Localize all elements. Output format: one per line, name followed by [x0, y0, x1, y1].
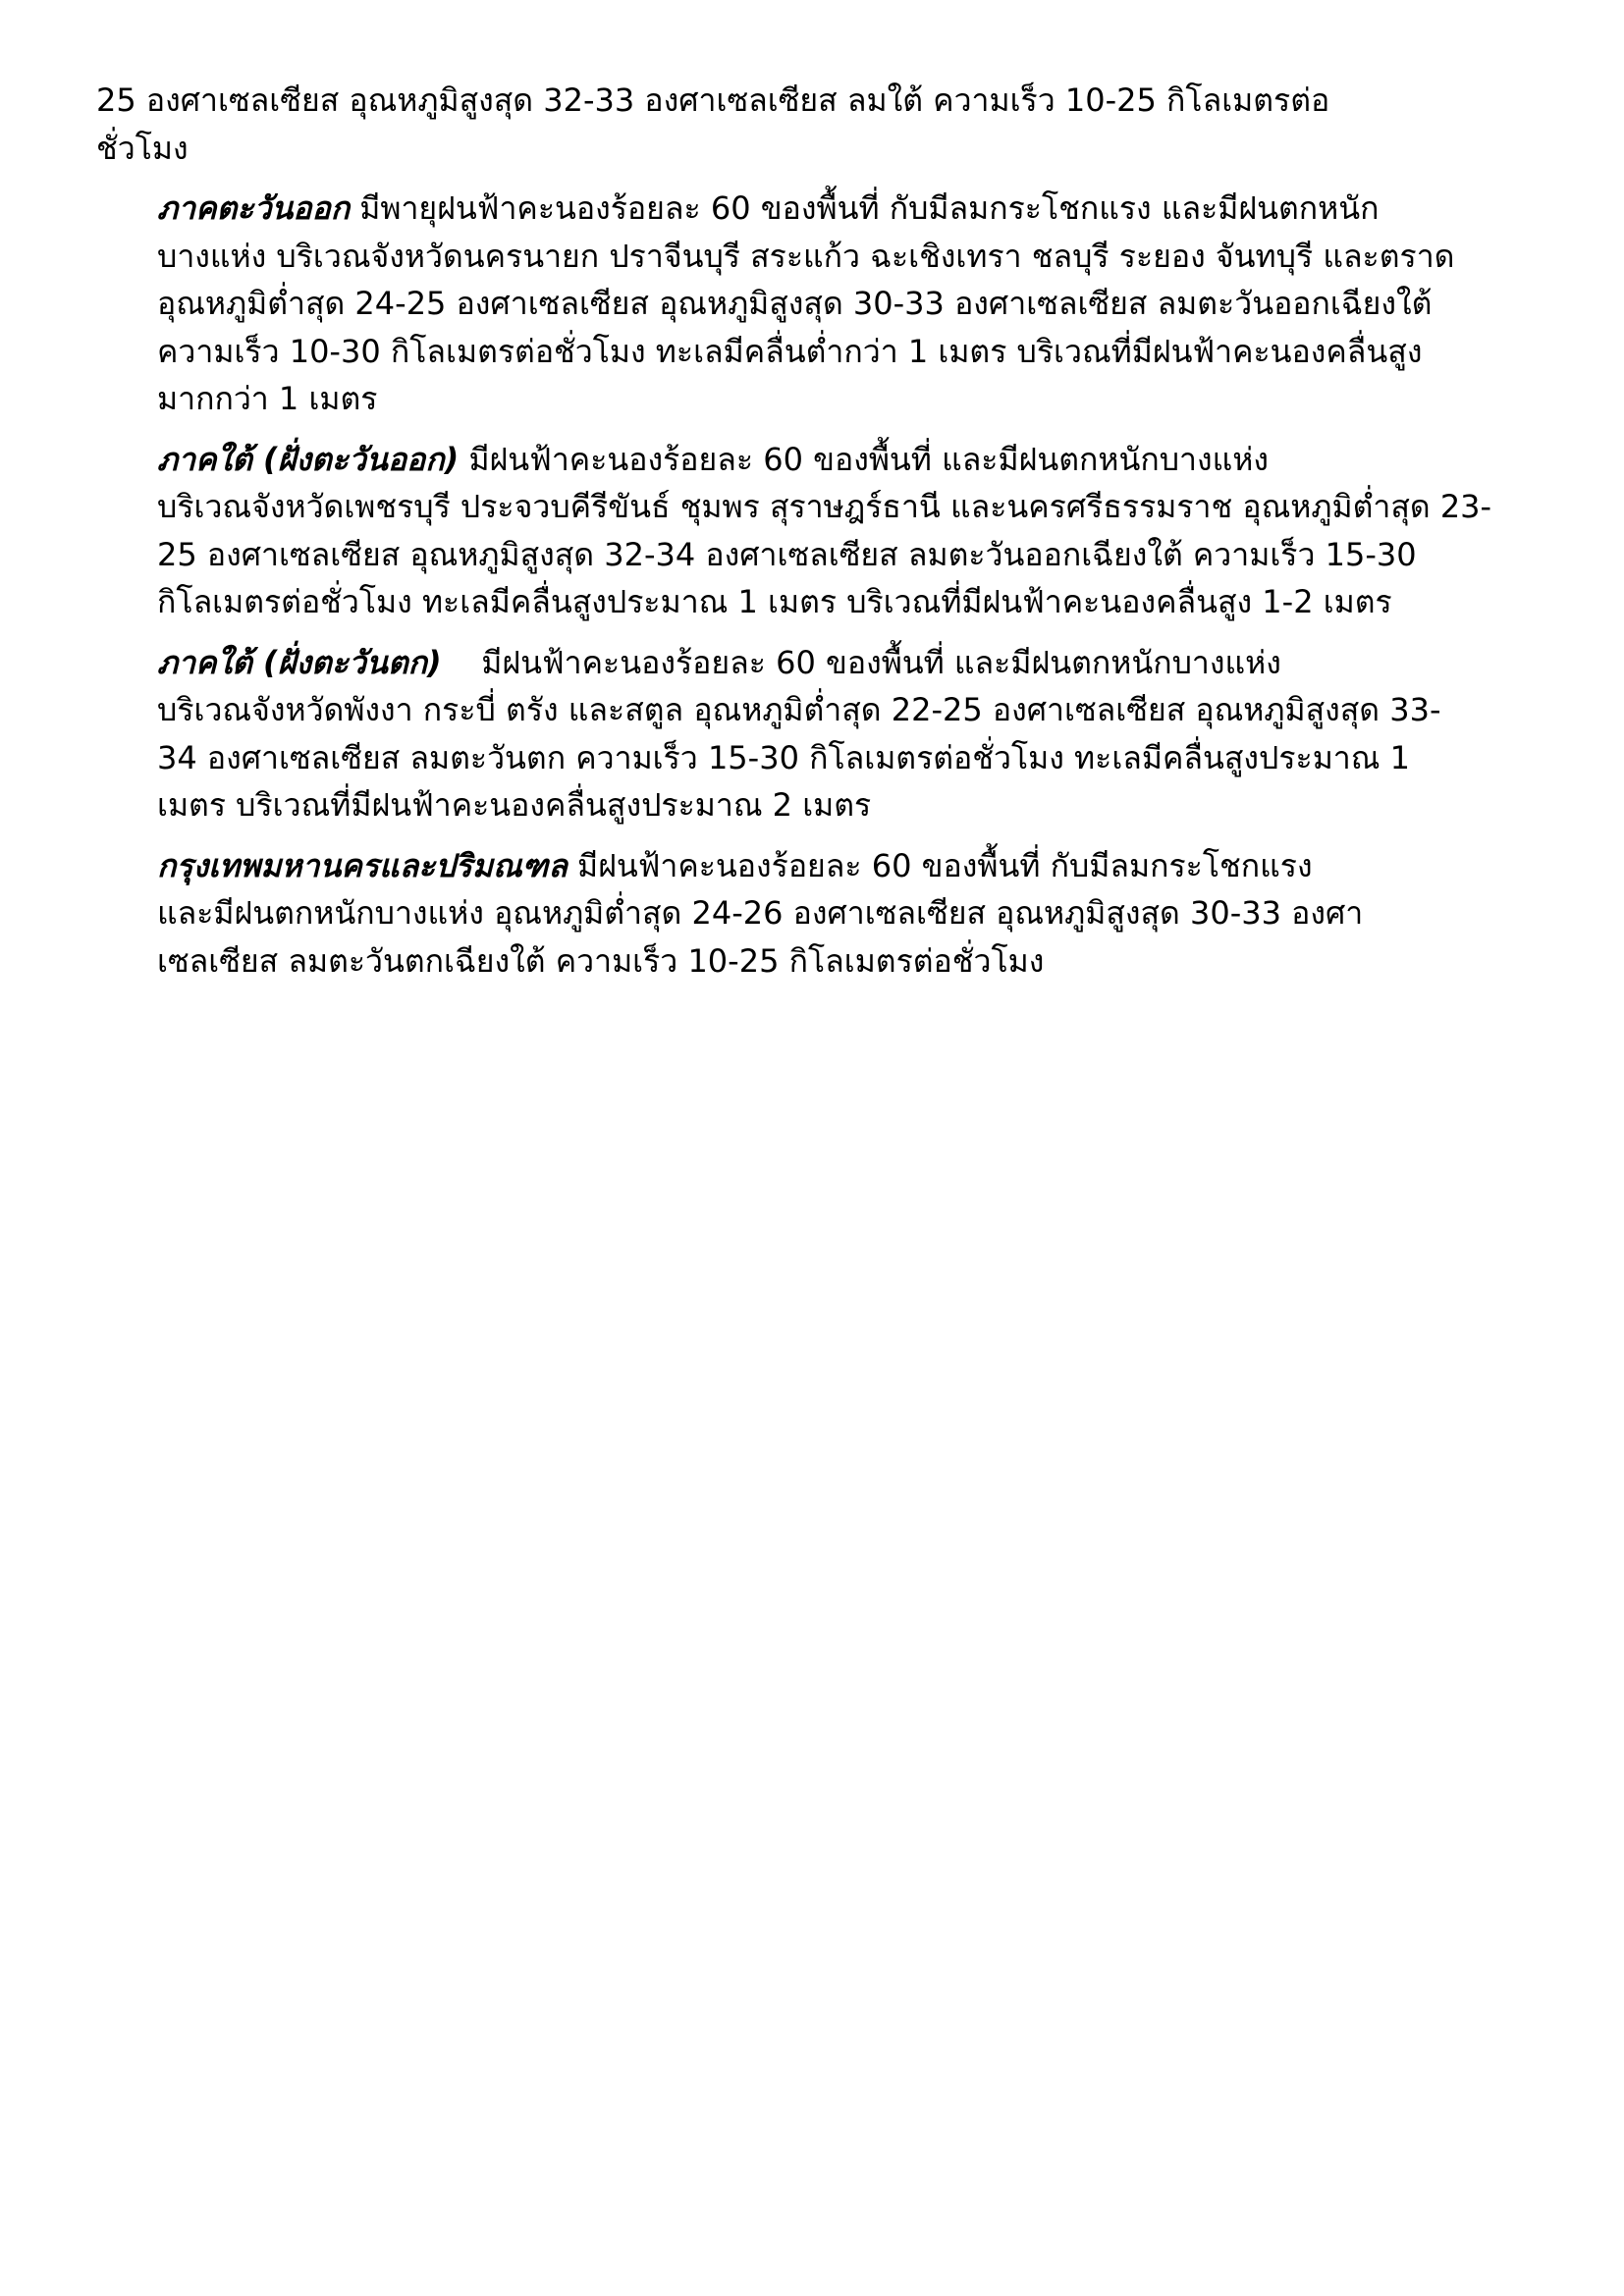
text-line: บางแห่ง บริเวณจังหวัดนครนายก ปราจีนบุรี สระแก้ว ฉะเชิงเทรา ชลบุรี ระยอง จันทบุรี และตราด — [157, 237, 1455, 275]
paragraph-east-region — [96, 185, 1549, 423]
text-segment: มีพายุฝนฟ้าคะนองร้อยละ 60 ของพื้นที่ กับมีลมกระโชกแรง และมีฝนตกหนัก — [350, 189, 1380, 227]
text-line: 25 องศาเซลเซียส อุณหภูมิสูงสุด 32-33 องศาเซลเซียส ลมใต้ ความเร็ว 10-25 กิโลเมตรต่อ — [96, 81, 1330, 119]
text-line — [96, 842, 1549, 890]
text-line: บริเวณจังหวัดพังงา กระบี่ ตรัง และสตูล อุณหภูมิต่ำสุด 22-25 องศาเซลเซียส อุณหภูมิสูงสุด 33- — [157, 691, 1441, 728]
forecast-document — [96, 77, 1549, 997]
text-line: เมตร บริเวณที่มีฝนฟ้าคะนองคลื่นสูงประมาณ 2 เมตร — [157, 786, 872, 824]
text-line: บริเวณจังหวัดเพชรบุรี ประจวบคีรีขันธ์ ชุมพร สุราษฎร์ธานี และนครศรีธรรมราช อุณหภูมิต่ำสุด 23- — [157, 488, 1492, 525]
text-segment: มีฝนฟ้าคะนองร้อยละ 60 ของพื้นที่ กับมีลมกระโชกแรง — [567, 846, 1313, 884]
text-line: และมีฝนตกหนักบางแห่ง อุณหภูมิต่ำสุด 24-26 องศาเซลเซียส อุณหภูมิสูงสุด 30-33 องศา — [157, 894, 1364, 932]
text-line — [96, 185, 1549, 233]
text-line: อุณหภูมิต่ำสุด 24-25 องศาเซลเซียส อุณหภูมิสูงสุด 30-33 องศาเซลเซียส ลมตะวันออกเฉียงใต้ — [157, 285, 1433, 322]
paragraph-continuation — [96, 77, 1549, 172]
text-line: 25 องศาเซลเซียส อุณหภูมิสูงสุด 32-34 องศาเซลเซียส ลมตะวันออกเฉียงใต้ ความเร็ว 15-30 — [157, 535, 1417, 573]
text-line — [96, 639, 1549, 687]
text-segment: มีฝนฟ้าคะนองร้อยละ 60 ของพื้นที่ และมีฝนตกหนักบางแห่ง — [459, 440, 1269, 478]
text-line: 34 องศาเซลเซียส ลมตะวันตก ความเร็ว 15-30 กิโลเมตรต่อชั่วโมง ทะเลมีคลื่นสูงประมาณ 1 — [157, 738, 1410, 776]
text-line: เซลเซียส ลมตะวันตกเฉียงใต้ ความเร็ว 10-25 กิโลเมตรต่อชั่วโมง — [157, 941, 1045, 980]
text-line: ความเร็ว 10-30 กิโลเมตรต่อชั่วโมง ทะเลมีคลื่นต่ำกว่า 1 เมตร บริเวณที่มีฝนฟ้าคะนองคลื่นสูง — [157, 332, 1423, 370]
paragraph-south-west-coast — [96, 639, 1549, 829]
paragraph-south-east-coast — [96, 436, 1549, 626]
text-line: ชั่วโมง — [96, 129, 189, 167]
text-segment: มีฝนฟ้าคะนองร้อยละ 60 ของพื้นที่ และมีฝนตกหนักบางแห่ง — [441, 643, 1281, 681]
region-heading: ภาคตะวันออก — [157, 189, 351, 227]
text-line — [96, 436, 1549, 484]
region-heading: กรุงเทพมหานครและปริมณฑล — [157, 846, 568, 884]
text-line: มากกว่า 1 เมตร — [157, 380, 378, 417]
region-heading: ภาคใต้ (ฝั่งตะวันตก) — [157, 643, 442, 681]
text-line: กิโลเมตรต่อชั่วโมง ทะเลมีคลื่นสูงประมาณ 1 เมตร บริเวณที่มีฝนฟ้าคะนองคลื่นสูง 1-2 เมตร — [157, 583, 1392, 620]
paragraph-bangkok — [96, 842, 1549, 986]
region-heading: ภาคใต้ (ฝั่งตะวันออก) — [157, 440, 460, 478]
